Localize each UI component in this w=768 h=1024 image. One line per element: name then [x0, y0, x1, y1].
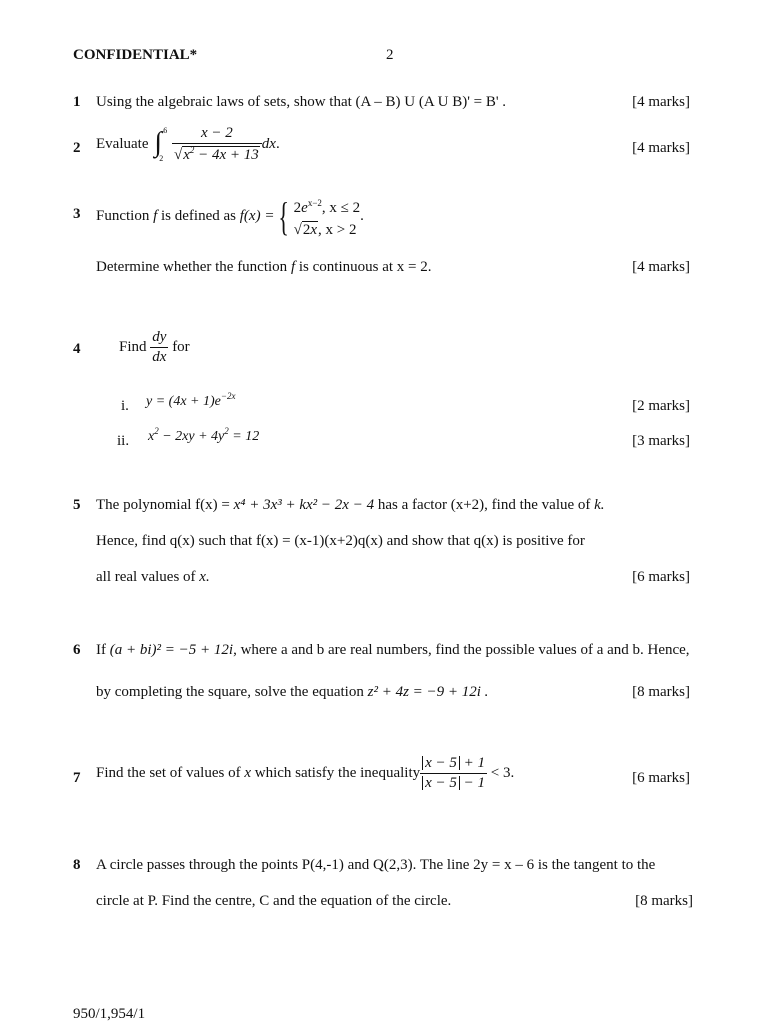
question-4-find: Find	[119, 338, 147, 355]
part-i-label: i.	[121, 398, 129, 414]
integral-sign: ∫ 6 2	[154, 125, 168, 163]
question-5-line3-x: x.	[199, 569, 210, 585]
question-3-f: f	[153, 207, 158, 224]
question-6-line1-b: , where a and b are real numbers, find the possible values of a and b. Hence,	[233, 642, 690, 658]
question-2-number: 2	[73, 140, 81, 156]
question-7-marks: [6 marks]	[632, 770, 690, 786]
question-8-line2: circle at P. Find the centre, C and the equation of the circle.	[96, 893, 452, 909]
question-4-stem	[119, 330, 190, 365]
question-6-if: If	[96, 642, 106, 658]
part-ii-label: ii.	[117, 433, 130, 449]
question-8-number: 8	[73, 857, 81, 873]
question-2-text: Evaluate	[96, 135, 149, 152]
question-7-text	[96, 756, 514, 791]
inequality-fraction	[420, 756, 487, 791]
question-5-polynomial: x⁴ + 3x³ + kx² − 2x − 4	[233, 497, 375, 513]
numerator-abs: x − 5	[422, 756, 460, 770]
question-6-marks: [8 marks]	[632, 684, 690, 700]
part-i-expression	[146, 392, 235, 409]
question-3-marks: [4 marks]	[632, 259, 690, 275]
piecewise-cases: $2e^{x-2}$, x ≤ 2 √2x, x > 2	[293, 198, 361, 238]
question-3-line2	[96, 260, 431, 275]
question-3-line2-b: is continuous at x = 2.	[298, 259, 432, 275]
question-3-fx: f(x) =	[239, 207, 275, 224]
question-7-number: 7	[73, 770, 81, 786]
question-7-text-b: which satisfy the inequality	[254, 764, 421, 781]
question-6-line2-a: by completing the square, solve the equation	[96, 684, 364, 700]
question-4-number: 4	[73, 341, 81, 357]
question-2-marks: [4 marks]	[632, 140, 690, 156]
question-1-number: 1	[73, 94, 81, 110]
part-i-expr-base: y = (4x + 1)e	[146, 394, 221, 409]
question-5-line3-a: all real values of	[96, 569, 196, 585]
integrand-fraction	[172, 126, 262, 163]
question-3-line2-a: Determine whether the function	[96, 259, 288, 275]
part-ii-marks: [3 marks]	[632, 433, 690, 449]
question-3-number: 3	[73, 206, 81, 222]
paper-code-footer: 950/1,954/1	[73, 1006, 146, 1022]
question-4-for: for	[172, 338, 190, 355]
case-1-condition: , x ≤ 2	[321, 200, 361, 216]
question-5-line3	[96, 570, 210, 585]
part-i-marks: [2 marks]	[632, 398, 690, 414]
denominator-abs: x − 5	[422, 776, 460, 790]
question-8-line1: A circle passes through the points P(4,-1) and Q(2,3). The line 2y = x – 6 is the tangent to the	[96, 857, 656, 873]
numerator-rest: + 1	[459, 755, 486, 771]
part-ii-c: = 12	[228, 429, 260, 444]
question-7-text-a: Find the set of values of	[96, 764, 241, 781]
question-7-x: x	[244, 764, 251, 781]
question-3-text: Function	[96, 207, 150, 224]
question-5-line2: Hence, find q(x) such that f(x) = (x-1)(x+2)q(x) and show that q(x) is positive for	[96, 533, 585, 549]
part-ii-a: x	[148, 429, 155, 444]
question-8-marks: [8 marks]	[635, 893, 693, 909]
question-1-marks: [4 marks]	[632, 94, 690, 110]
question-3-line2-f: f	[290, 259, 296, 275]
inequality-rhs: < 3.	[490, 764, 515, 781]
confidential-header: CONFIDENTIAL*	[73, 47, 198, 63]
part-ii-b: − 2xy + 4y	[158, 429, 225, 444]
question-6-expr1: (a + bi)² = −5 + 12i	[109, 642, 234, 658]
integrand-denominator: $√x^2 - 4x + 13$	[173, 145, 259, 163]
question-6-number: 6	[73, 642, 81, 658]
dy-dx-fraction	[150, 330, 168, 365]
integrand-numerator: x − 2	[172, 126, 262, 144]
question-5-line1-a: The polynomial f(x) =	[96, 497, 230, 513]
question-5-k: k.	[594, 497, 605, 513]
question-5-number: 5	[73, 497, 81, 513]
question-6-line2	[96, 685, 488, 700]
dy: dy	[150, 330, 168, 348]
part-ii-expression: $x^2 - 2xy + 4y^2 = 12$	[148, 426, 260, 444]
case-2-condition: , x > 2	[318, 222, 357, 238]
question-3-text2: is defined as	[161, 207, 236, 224]
question-5-line1-b: has a factor (x+2), find the value of	[377, 497, 591, 513]
question-3-definition: Function f is defined as f(x) = { $2e^{x-2}$, x ≤ 2 √2x, x > 2 .	[96, 192, 364, 241]
integral-lower-limit: 2	[159, 153, 164, 163]
denominator-rest: − 1	[459, 775, 486, 791]
question-1-text: Using the algebraic laws of sets, show that (A – B) U (A U B)' = B' .	[96, 94, 507, 110]
page-number: 2	[386, 47, 394, 63]
integral-upper-limit: 6	[163, 125, 168, 135]
question-2-expression: Evaluate ∫ 6 2 $\frac{x - 2}{√x^2 - 4x + 13}$ dx.	[96, 125, 280, 163]
question-6-expr2: z² + 4z = −9 + 12i .	[367, 684, 489, 700]
dx: dx	[152, 349, 167, 365]
question-5-marks: [6 marks]	[632, 569, 690, 585]
question-6-line1	[96, 643, 690, 658]
case-1-exponent: x−2	[307, 198, 322, 208]
integrand-denominator-rest: − 4x + 13	[198, 147, 259, 163]
question-5-line1	[96, 498, 605, 513]
differential-dx: dx	[261, 135, 276, 152]
part-i-exponent: −2x	[220, 391, 236, 401]
